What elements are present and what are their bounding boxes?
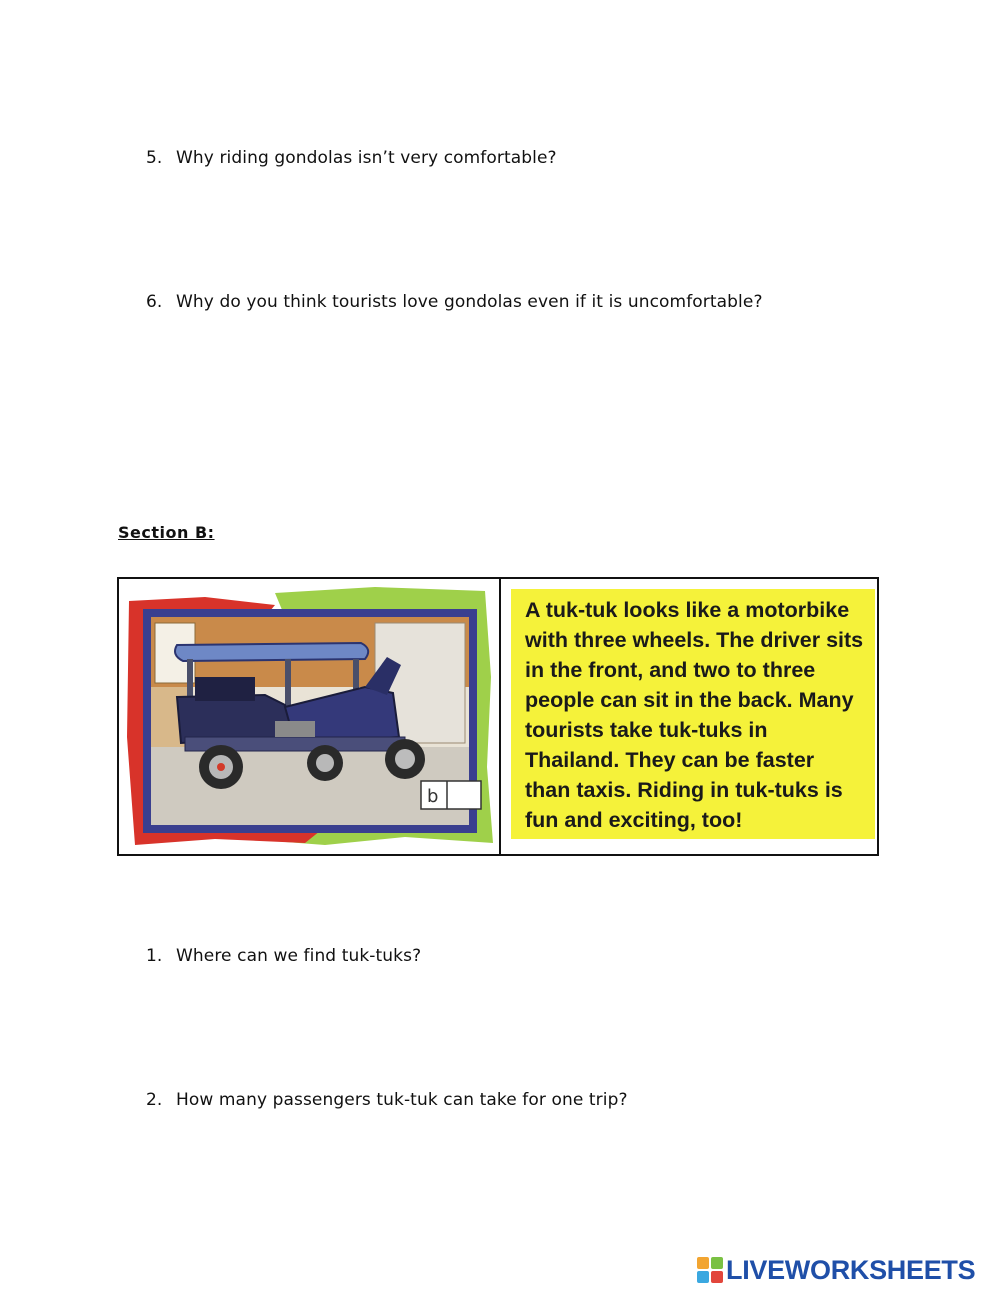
question-text: Why do you think tourists love gondolas even if it is uncomfortable? <box>176 292 763 312</box>
question-text: How many passengers tuk-tuk can take for one trip? <box>176 1090 628 1110</box>
question-b2 <box>146 1090 628 1110</box>
question-number: 5. <box>146 148 163 168</box>
tuk-tuk-photo <box>125 587 495 849</box>
passage-panel <box>511 589 875 839</box>
passage-table <box>117 577 879 856</box>
question-number: 6. <box>146 292 163 312</box>
question-text: Where can we find tuk-tuks? <box>176 946 422 966</box>
photo-label: b <box>427 786 439 807</box>
question-b1 <box>146 946 421 966</box>
question-6 <box>146 292 763 312</box>
logo-blocks-icon <box>697 1257 723 1283</box>
question-number: 2. <box>146 1090 163 1110</box>
question-text: Why riding gondolas isn’t very comfortable? <box>176 148 557 168</box>
question-number: 1. <box>146 946 163 966</box>
table-divider <box>499 579 501 854</box>
liveworksheets-logo <box>697 1254 975 1286</box>
section-b-title: Section B: <box>118 523 215 542</box>
tuk-tuk-illustration <box>125 587 495 849</box>
logo-text: LIVEWORKSHEETS <box>726 1254 976 1285</box>
passage-text: A tuk-tuk looks like a motorbike with three wheels. The driver sits in the front, and two to three people can sit in the back. Many tourists take tuk-tuks in Thailand. They can be faster than taxis. Riding in tuk-tuks is fun and exciting, too! <box>525 598 864 832</box>
question-5 <box>146 148 557 168</box>
